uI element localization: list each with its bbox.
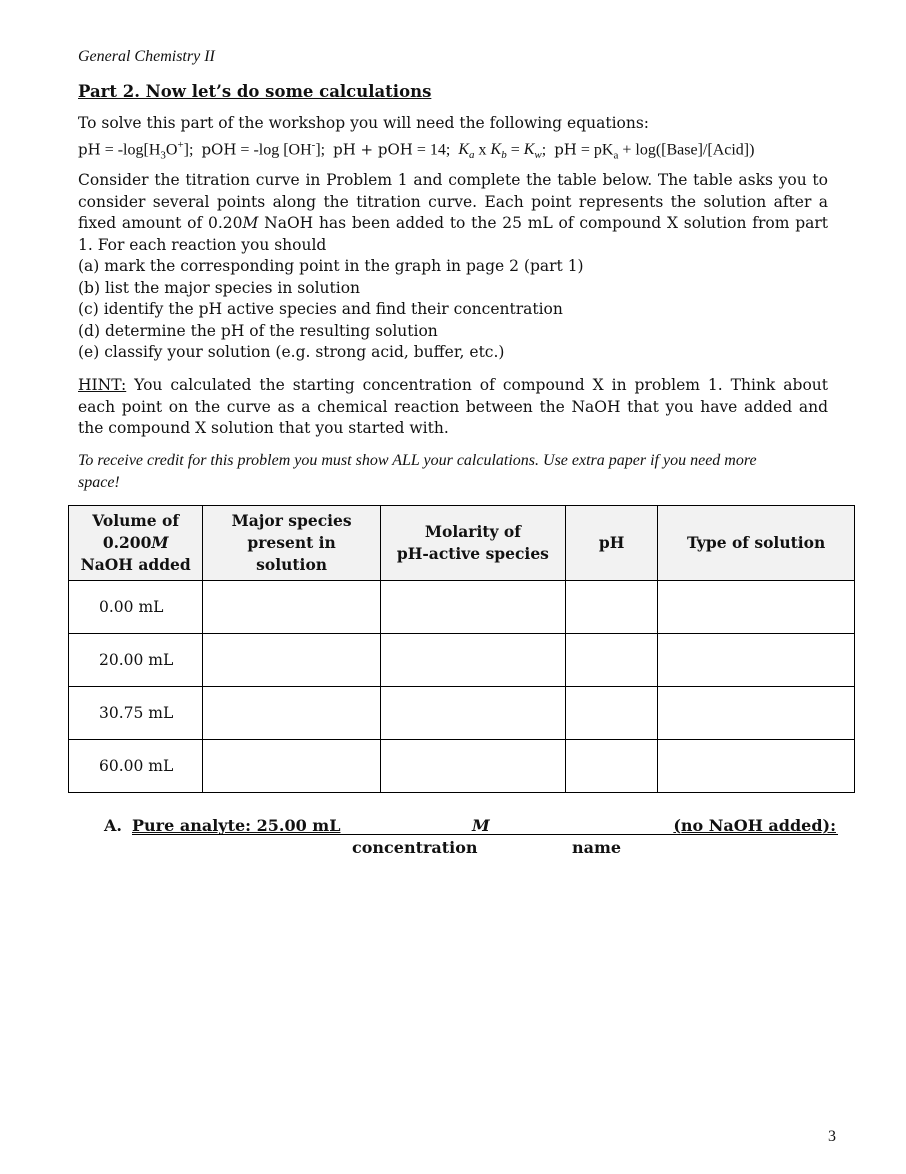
header-type: Type of solution (658, 506, 855, 581)
header-molarity: Molarity of pH-active species (380, 506, 565, 581)
ph-cell[interactable] (565, 740, 657, 793)
equations-intro: To solve this part of the workshop you will need the following equations: (78, 114, 650, 132)
molarity-cell[interactable] (380, 687, 565, 740)
table-row (69, 581, 855, 634)
type-cell[interactable] (658, 634, 855, 687)
equations-block (78, 113, 828, 167)
molarity-cell[interactable] (380, 634, 565, 687)
header-volume: Volume of 0.200M NaOH added (69, 506, 203, 581)
course-title: General Chemistry II (78, 48, 215, 65)
molarity-cell[interactable] (380, 740, 565, 793)
part-a-label: Pure analyte: 25.00 mL (132, 816, 341, 835)
hint-paragraph: HINT: You calculated the starting concentration of compound X in problem 1. Think about each point on the curve as a chemical reaction between the NaOH that you have added and the compound X solution that you started with. (78, 376, 828, 437)
type-cell[interactable] (658, 740, 855, 793)
header-major-species: Major species present in solution (203, 506, 381, 581)
section-heading: Part 2. Now let’s do some calculations (78, 82, 432, 101)
instruction-item-a: (a) mark the corresponding point in the graph in page 2 (part 1) (78, 257, 584, 275)
header-ph: pH (565, 506, 657, 581)
table-row (69, 687, 855, 740)
table-row (69, 740, 855, 793)
instructions-block (78, 170, 828, 364)
instruction-item-d: (d) determine the pH of the resulting solution (78, 321, 438, 340)
table-row (69, 634, 855, 687)
volume-cell: 20.00 mL (69, 634, 203, 687)
volume-cell: 0.00 mL (69, 581, 203, 634)
part-a-unit: M (472, 816, 490, 835)
type-cell[interactable] (658, 687, 855, 740)
page-number: 3 (828, 1128, 836, 1145)
instruction-item-c: (c) identify the pH active species and find their concentration (78, 300, 563, 318)
part-a-line (104, 816, 838, 836)
species-cell[interactable] (203, 687, 381, 740)
molarity-cell[interactable] (380, 581, 565, 634)
ph-cell[interactable] (565, 581, 657, 634)
part-a-prefix: A. (104, 816, 122, 835)
name-label: name (572, 838, 622, 857)
equations-line: pH = $-\log[H_3O^+]$; pOH = -log [OH-]; pH + pOH = 14; $K_a$ x $K_b = K_w$; pH = $pK_a$ + log([Base]/[Acid]) (78, 138, 755, 162)
species-cell[interactable] (203, 740, 381, 793)
instructions-paragraph: Consider the titration curve in Problem 1 and complete the table below. The table asks you to consider several points along the titration curve. Each point represents the solution after a fixed amount of 0.20M NaOH has been added to the 25 mL of compound X solution from part 1. For each reaction you should (78, 171, 828, 254)
species-cell[interactable] (203, 634, 381, 687)
ph-cell[interactable] (565, 634, 657, 687)
species-cell[interactable] (203, 581, 381, 634)
part-a-suffix: (no NaOH added): (673, 816, 836, 835)
volume-cell: 60.00 mL (69, 740, 203, 793)
instruction-item-b: (b) list the major species in solution (78, 278, 361, 297)
volume-cell: 30.75 mL (69, 687, 203, 740)
credit-note: To receive credit for this problem you must show ALL your calculations. Use extra paper if you need more space! (78, 452, 757, 491)
instruction-item-e: (e) classify your solution (e.g. strong acid, buffer, etc.) (78, 343, 505, 361)
concentration-label: concentration (352, 838, 478, 857)
titration-table (68, 505, 855, 793)
hint-label: HINT: (78, 376, 127, 394)
type-cell[interactable] (658, 581, 855, 634)
ph-cell[interactable] (565, 687, 657, 740)
